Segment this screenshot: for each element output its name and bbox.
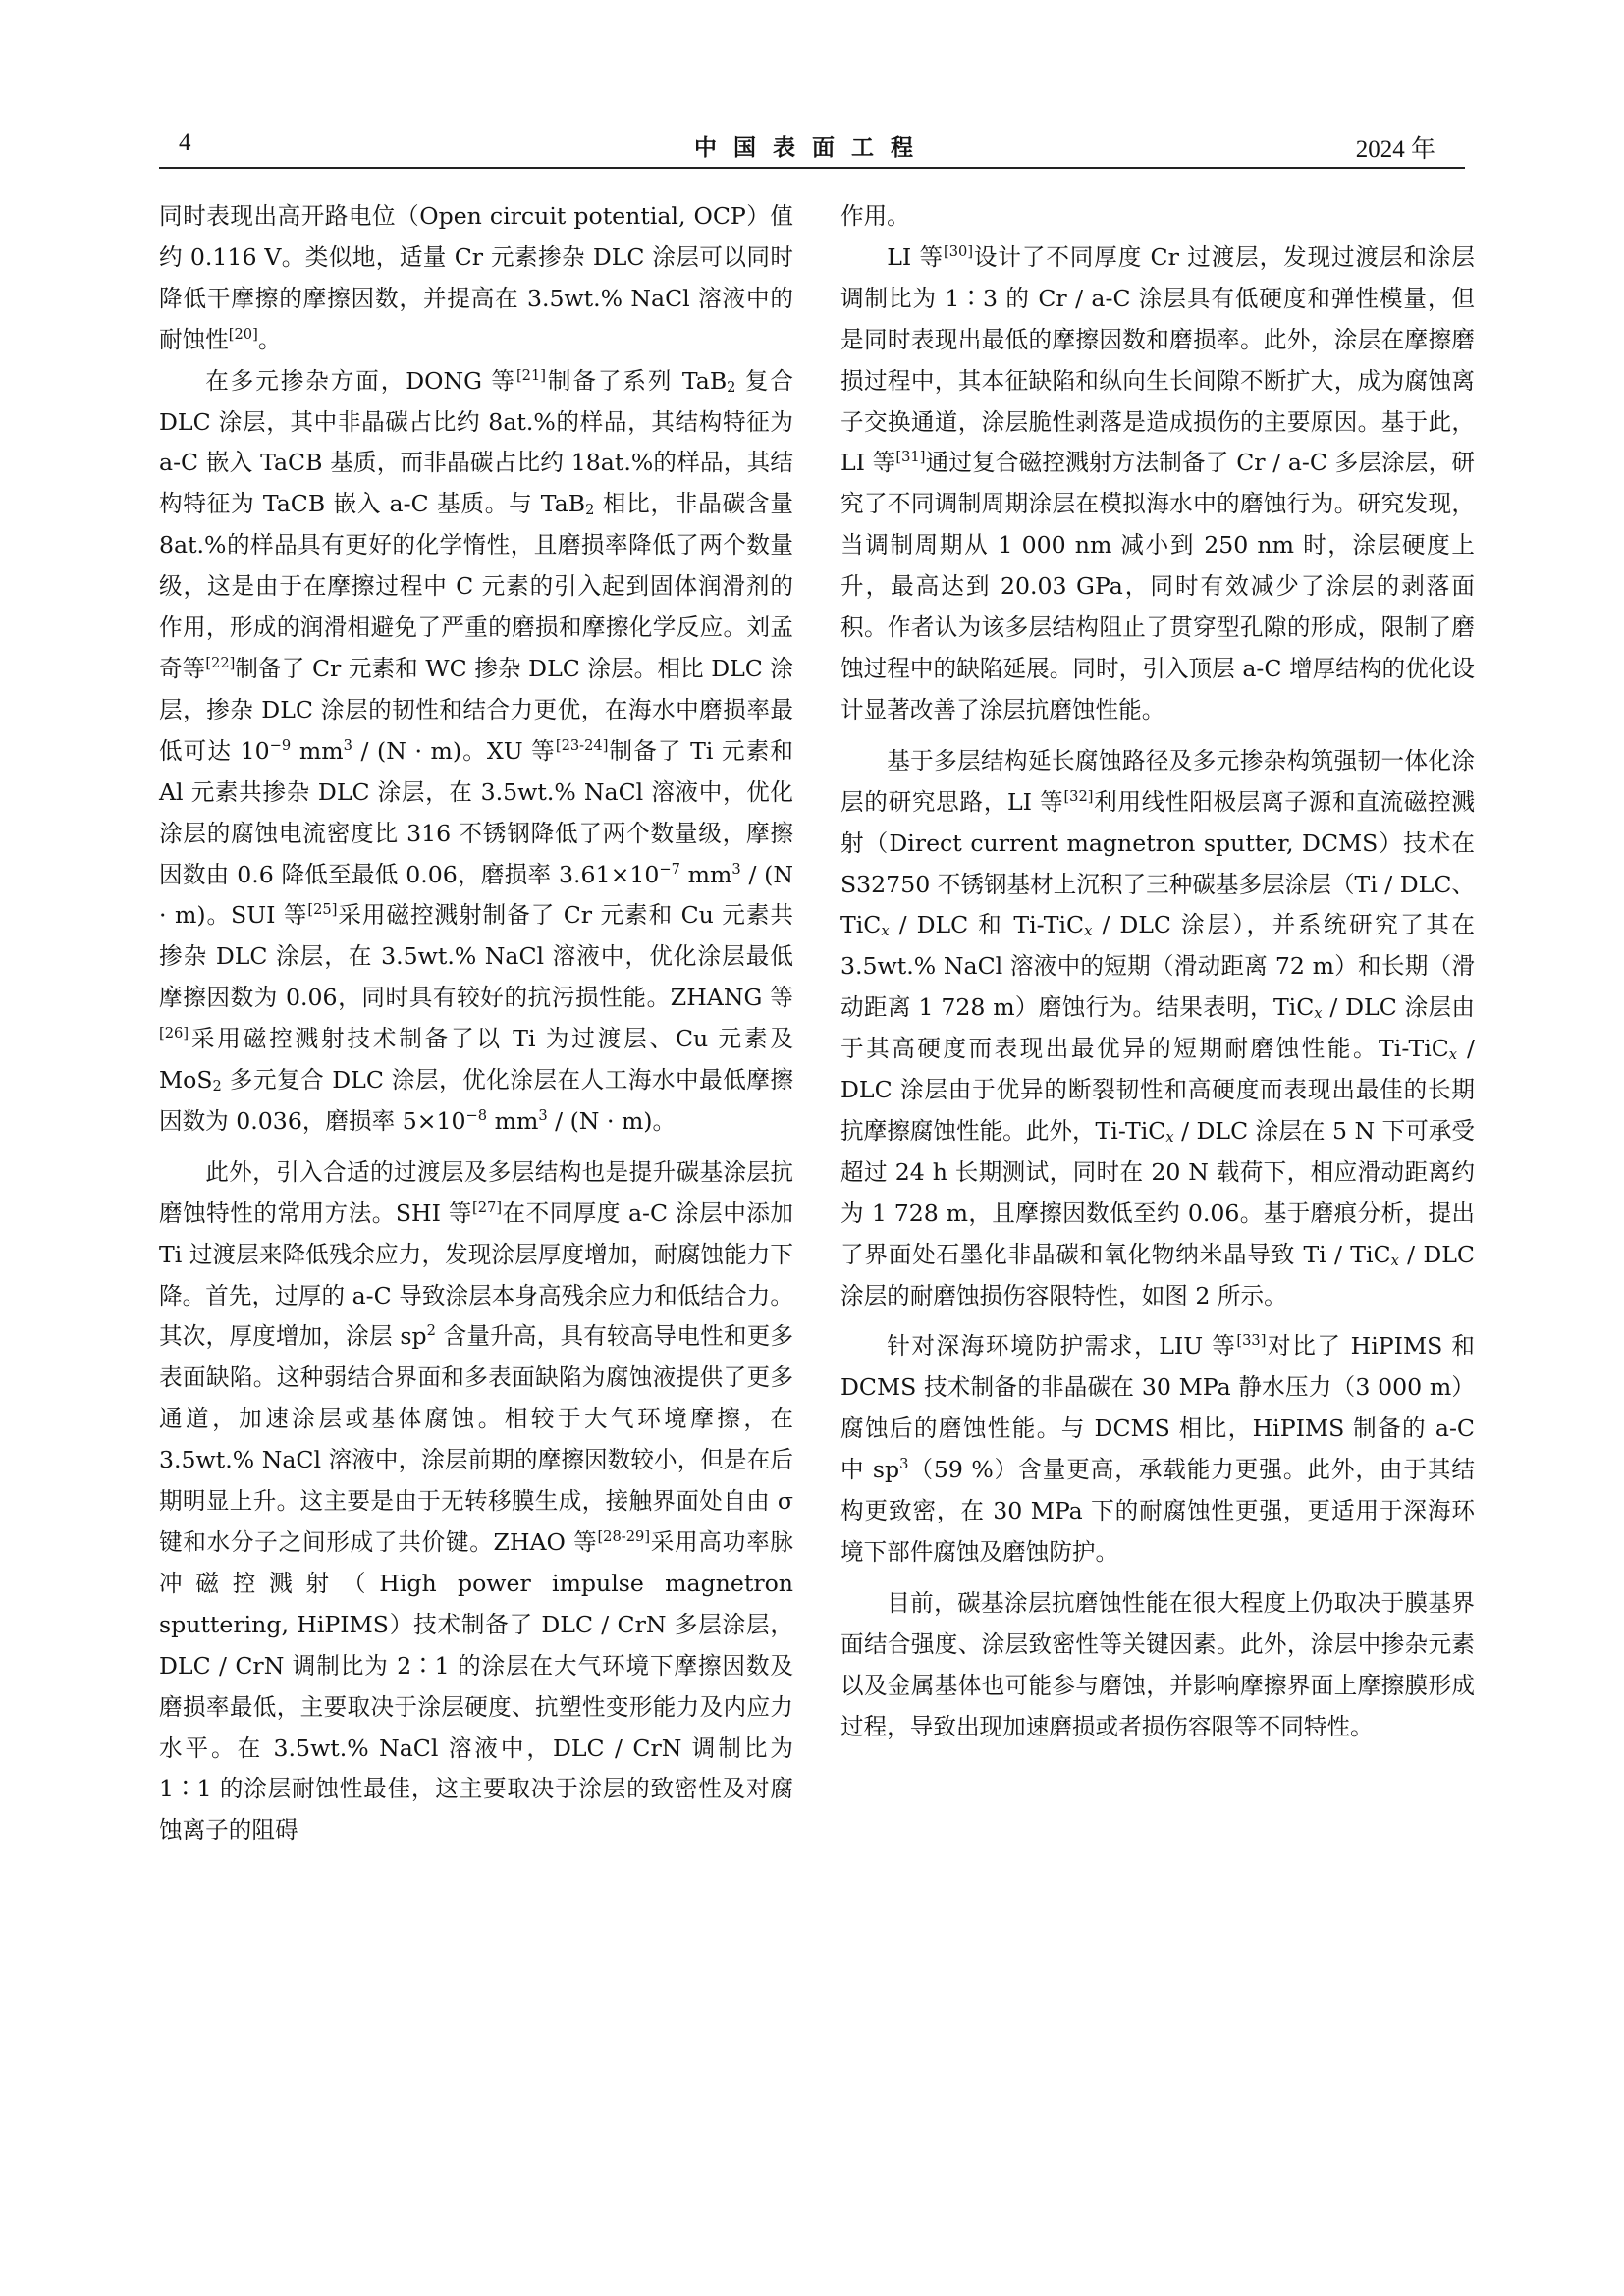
- paragraph: 目前，碳基涂层抗磨蚀性能在很大程度上仍取决于膜基界面结合强度、涂层致密性等关键因素。此外，涂层中掺杂元素以及金属基体也可能参与磨蚀，并影响摩擦界面上摩擦膜形成过程，导致出现加速磨损或者损伤容限等不同特性。: [840, 1588, 1475, 1740]
- journal-title: 中国表面工程: [694, 135, 930, 161]
- paragraph: 作用。: [840, 202, 910, 230]
- right-column: [840, 196, 1475, 1748]
- publication-year: 2024 年: [1355, 136, 1435, 163]
- paragraph: 在多元掺杂方面，DONG 等[21]制备了系列 TaB$_2$ 复合 DLC 涂层，其中非晶碳占比约 8at.%的样品，其结构特征为 a-C 嵌入 TaCB 基质，而非晶碳占比约 18at.%的样品，其结构特征为 TaCB 嵌入 a-C 基质。与 TaB$_2$ 相比，非晶碳含量 8at.%的样品具有更好的化学惰性，且磨损率降低了两个数量级，这是由于在摩擦过程中 C 元素的引入起到固体润滑剂的作用，形成的润滑相避免了严重的磨损和摩擦化学反应。刘孟奇等[22]制备了 Cr 元素和 WC 掺杂 DLC 涂层。相比 DLC 涂层，掺杂 DLC 涂层的韧性和结合力更优，在海水中磨损率最低可达 $10^{-9}$ $mm^3 / (N \cdot m)$。XU 等[23-24]制备了 Ti 元素和 Al 元素共掺杂 DLC 涂层，在 3.5wt.% NaCl 溶液中，优化涂层的腐蚀电流密度比 316 不锈钢降低了两个数量级，摩擦因数由 0.6 降低至最低 0.06，磨损率 $3.61\times 10^{-7}$ $mm^3 / (N \cdot m)$。SUI 等[25]采用磁控溅射制备了 Cr 元素和 Cu 元素共掺杂 DLC 涂层，在 3.5wt.% NaCl 溶液中，优化涂层最低摩擦因数为 0.06，同时具有较好的抗污损性能。ZHANG 等[26]采用磁控溅射技术制备了以 Ti 为过渡层、Cu 元素及 MoS$_2$ 多元复合 DLC 涂层，优化涂层在人工海水中最低摩擦因数为 0.036，磨损率 $5\times 10^{-8}$ $mm^3 / (N \cdot m)$。: [159, 366, 794, 1135]
- running-header: [159, 130, 1465, 165]
- paragraph: 基于多层结构延长腐蚀路径及多元掺杂构筑强韧一体化涂层的研究思路，LI 等[32]利用线性阳极层离子源和直流磁控溅射（Direct current magnetron sputter, DCMS）技术在 S32750 不锈钢基材上沉积了三种碳基多层涂层（Ti / DLC、TiC$_x$ / DLC 和 Ti-TiC$_x$ / DLC 涂层），并系统研究了其在 3.5wt.% NaCl 溶液中的短期（滑动距离 72 m）和长期（滑动距离 1 728 m）磨蚀行为。结果表明，TiC$_x$ / DLC 涂层由于其高硬度而表现出最优异的短期耐磨蚀性能。Ti-TiC$_x$ / DLC 涂层由于优异的断裂韧性和高硬度而表现出最佳的长期抗摩擦腐蚀性能。此外，Ti-TiC$_x$ / DLC 涂层在 5 N 下可承受超过 24 h 长期测试，同时在 20 N 载荷下，相应滑动距离约为 1 728 m，且摩擦因数低至约 0.06。基于磨痕分析，提出了界面处石墨化非晶碳和氧化物纳米晶导致 Ti / TiC$_x$ / DLC 涂层的耐磨蚀损伤容限特性，如图 2 所示。: [840, 746, 1476, 1309]
- left-column: [159, 196, 793, 1851]
- header-rule: [159, 167, 1465, 169]
- paragraph: 此外，引入合适的过渡层及多层结构也是提升碳基涂层抗磨蚀特性的常用方法。SHI 等[27]在不同厚度 a-C 涂层中添加 Ti 过渡层来降低残余应力，发现涂层厚度增加，耐腐蚀能力下降。首先，过厚的 a-C 导致涂层本身高残余应力和低结合力。其次，厚度增加，涂层 $sp^2$ 含量升高，具有较高导电性和更多表面缺陷。这种弱结合界面和多表面缺陷为腐蚀液提供了更多通道，加速涂层或基体腐蚀。相较于大气环境摩擦，在 3.5wt.% NaCl 溶液中，涂层前期的摩擦因数较小，但是在后期明显上升。这主要是由于无转移膜生成，接触界面处自由 σ 键和水分子之间形成了共价键。ZHAO 等[28-29]采用高功率脉冲磁控溅射（High power impulse magnetron sputtering, HiPIMS）技术制备了 DLC / CrN 多层涂层，DLC / CrN 调制比为 2∶1 的涂层在大气环境下摩擦因数及磨损率最低，主要取决于涂层硬度、抗塑性变形能力及内应力水平。在 3.5wt.% NaCl 溶液中，DLC / CrN 调制比为 1∶1 的涂层耐蚀性最佳，这主要取决于涂层的致密性及对腐蚀离子的阻碍: [159, 1157, 793, 1844]
- paragraph: LI 等[30]设计了不同厚度 Cr 过渡层，发现过渡层和涂层调制比为 1∶3 的 Cr / a-C 涂层具有低硬度和弹性模量，但是同时表现出最低的摩擦因数和磨损率。此外，涂层在摩擦磨损过程中，其本征缺陷和纵向生长间隙不断扩大，成为腐蚀离子交换通道，涂层脆性剥落是造成损伤的主要原因。基于此，LI 等[31]通过复合磁控溅射方法制备了 Cr / a-C 多层涂层，研究了不同调制周期涂层在模拟海水中的磨蚀行为。研究发现，当调制周期从 1 000 nm 减小到 250 nm 时，涂层硬度上升，最高达到 20.03 GPa，同时有效减少了涂层的剥落面积。作者认为该多层结构阻止了贯穿型孔隙的形成，限制了磨蚀过程中的缺陷延展。同时，引入顶层 a-C 增厚结构的优化设计显著改善了涂层抗磨蚀性能。: [840, 242, 1475, 723]
- page-number: 4: [179, 130, 191, 156]
- paragraph: 针对深海环境防护需求，LIU 等[33]对比了 HiPIMS 和 DCMS 技术制备的非晶碳在 30 MPa 静水压力（3 000 m）腐蚀后的磨蚀性能。与 DCMS 相比，HiPIMS 制备的 a-C 中 $sp^3(59$ %）含量更高，承载能力更强。此外，由于其结构更致密，在 30 MPa 下的耐腐蚀性更强，更适用于深海环境下部件腐蚀及磨蚀防护。: [840, 1332, 1476, 1566]
- paragraph: 同时表现出高开路电位（Open circuit potential, OCP）值约 0.116 V。类似地，适量 Cr 元素掺杂 DLC 涂层可以同时降低干摩擦的摩擦因数，并提高在 3.5wt.% NaCl 溶液中的耐蚀性[20]。: [159, 202, 793, 353]
